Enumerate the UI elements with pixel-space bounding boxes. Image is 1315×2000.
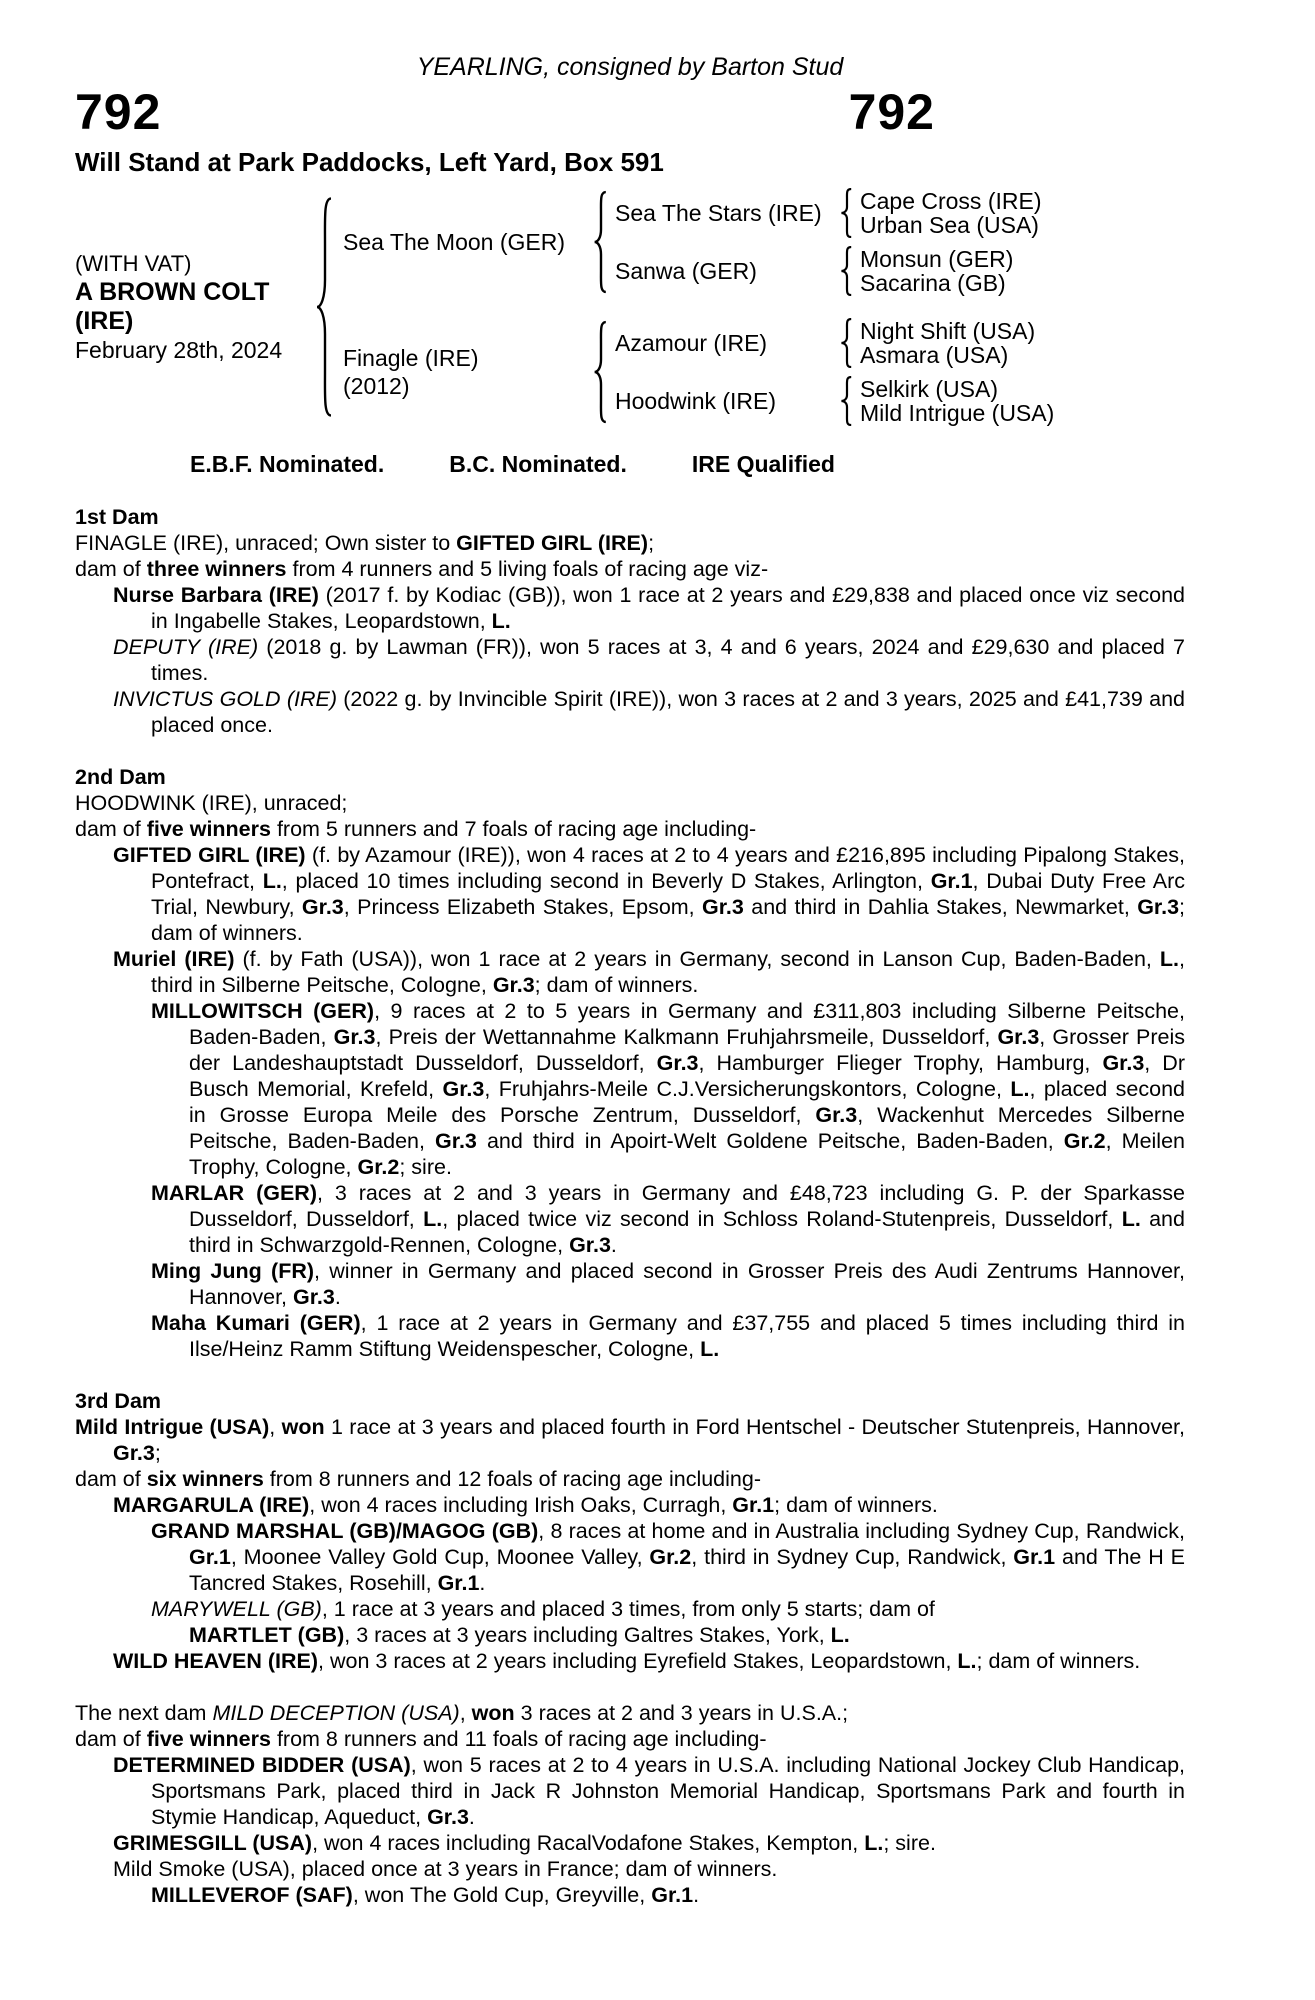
great-grandsire: Monsun (GER) — [860, 246, 1014, 272]
sire-row — [343, 188, 1054, 296]
consignor-line: YEARLING, consigned by Barton Stud — [416, 53, 844, 81]
catalogue-paragraph: The next dam MILD DECEPTION (USA), won 3 races at 2 and 3 years in U.S.A.; — [75, 1701, 849, 1725]
catalogue-paragraph: FINAGLE (IRE), unraced; Own sister to GIFTED GIRL (IRE); — [75, 531, 655, 555]
great-grandsire: Selkirk (USA) — [860, 376, 999, 402]
dam-row — [343, 318, 1054, 426]
catalogue-paragraph: MARYWELL (GB), 1 race at 3 years and placed 3 times, from only 5 starts; dam of — [151, 1597, 935, 1621]
catalogue-paragraph: Mild Smoke (USA), placed once at 3 years in France; dam of winners. — [113, 1857, 778, 1881]
catalogue-paragraph: GIFTED GIRL (IRE) (f. by Azamour (IRE)), won 4 races at 2 to 4 years and £216,895 including Pipalong Stakes, Pontefract, L., placed 10 times including second in Beverly D Stakes, Arlington, Gr.1, Dubai Duty Free Arc Trial, Newbury, Gr.3, Princess Elizabeth Stakes, Epsom, Gr.3 and third in Dahlia Stakes, Newmarket, Gr.3; dam of winners. — [113, 843, 1186, 945]
catalogue-paragraph: MARLAR (GER), 3 races at 2 and 3 years in Germany and £48,723 including G. P. der Sparkasse Dusseldorf, Dusseldorf, L., placed twice viz second in Schloss Roland-Stutenpreis, Dusseldorf, L. and third in Schwarzgold-Rennen, Cologne, Gr.3. — [151, 1181, 1185, 1257]
catalogue-paragraph: MARGARULA (IRE), won 4 races including Irish Oaks, Curragh, Gr.1; dam of winners. — [113, 1493, 938, 1517]
sire-grandparents — [615, 188, 1041, 296]
catalogue-paragraph: DETERMINED BIDDER (USA), won 5 races at 2 to 4 years in U.S.A. including National Jockey Club Handicap, Sportsmans Park, placed third in Jack R Johnston Memorial Handicap, Sportsmans Park and fourth in Stymie Handicap, Aqueduct, Gr.3. — [113, 1753, 1185, 1829]
great-grandsire: Night Shift (USA) — [860, 318, 1036, 344]
colt-country-suffix: (IRE) — [75, 307, 134, 335]
lot-number-right: 792 — [848, 84, 935, 140]
lot-number-row — [75, 86, 1185, 138]
dam-sire-parents — [860, 319, 1035, 367]
catalogue-paragraph: Nurse Barbara (IRE) (2017 f. by Kodiac (GB)), won 1 race at 2 years and £29,838 and placed once viz second in Ingabelle Stakes, Leopardstown, L. — [113, 583, 1185, 633]
bc-nominated-label: B.C. Nominated. — [449, 451, 627, 477]
catalogue-paragraph: HOODWINK (IRE), unraced; — [75, 791, 348, 815]
great-granddam: Asmara (USA) — [860, 342, 1009, 368]
sire-dam-name: Sanwa (GER) — [615, 258, 757, 284]
dam-dam-row — [615, 376, 1054, 426]
sire-name: Sea The Moon (GER) — [343, 229, 566, 255]
colt-info — [75, 249, 315, 365]
great-granddam: Sacarina (GB) — [860, 270, 1006, 296]
root-brace — [315, 194, 335, 420]
dam-heading: 1st Dam — [75, 505, 159, 529]
dam-name-block — [343, 344, 593, 400]
dam-dam-brace — [840, 376, 854, 426]
catalogue-paragraph: MILLOWITSCH (GER), 9 races at 2 to 5 years in Germany and £311,803 including Silberne Peitsche, Baden-Baden, Gr.3, Preis der Wettannahme Kalkmann Fruhjahrsmeile, Dusseldorf, Gr.3, Grosser Preis der Landeshauptstadt Dusseldorf, Dusseldorf, Gr.3, Hamburger Flieger Trophy, Hamburg, Gr.3, Dr Busch Memorial, Krefeld, Gr.3, Fruhjahrs-Meile C.J.Versicherungskontors, Cologne, L., placed second in Grosse Europa Meile des Porsche Zentrum, Dusseldorf, Gr.3, Wackenhut Mercedes Silberne Peitsche, Baden-Baden, Gr.3 and third in Apoirt-Welt Goldene Peitsche, Baden-Baden, Gr.2, Meilen Trophy, Cologne, Gr.2; sire. — [151, 999, 1185, 1179]
catalogue-paragraph: Muriel (IRE) (f. by Fath (USA)), won 1 race at 2 years in Germany, second in Lanson Cup, Baden-Baden, L., third in Silberne Peitsche, Cologne, Gr.3; dam of winners. — [113, 947, 1186, 997]
stabling-location-line: Will Stand at Park Paddocks, Left Yard, Box 591 — [75, 147, 664, 177]
catalogue-paragraph: DEPUTY (IRE) (2018 g. by Lawman (FR)), won 5 races at 3, 4 and 6 years, 2024 and £29,630 and placed 7 times. — [113, 635, 1185, 685]
sire-dam-parents — [860, 247, 1013, 295]
sire-sire-brace — [840, 188, 854, 238]
catalogue-paragraph: MILLEVEROF (SAF), won The Gold Cup, Greyville, Gr.1. — [151, 1883, 700, 1907]
catalogue-paragraph: dam of six winners from 8 runners and 12 foals of racing age including- — [75, 1467, 761, 1491]
dam-year: (2012) — [343, 373, 410, 399]
catalogue-paragraph: MARTLET (GB), 3 races at 3 years including Galtres Stakes, York, L. — [189, 1623, 850, 1647]
catalogue-body — [75, 504, 1185, 1908]
pedigree-table — [75, 188, 1185, 426]
dam-dam-parents — [860, 377, 1054, 425]
catalogue-paragraph: dam of five winners from 8 runners and 11 foals of racing age including- — [75, 1727, 767, 1751]
catalogue-paragraph: Maha Kumari (GER), 1 race at 2 years in Germany and £37,755 and placed 5 times including third in Ilse/Heinz Ramm Stiftung Weidenspescher, Cologne, L. — [151, 1311, 1185, 1361]
vat-note: (WITH VAT) — [75, 251, 192, 276]
sire-sire-row — [615, 188, 1041, 238]
catalogue-paragraph: Ming Jung (FR), winner in Germany and placed second in Grosser Preis des Audi Zentrums Hannover, Hannover, Gr.3. — [151, 1259, 1185, 1309]
catalogue-paragraph: WILD HEAVEN (IRE), won 3 races at 2 years including Eyrefield Stakes, Leopardstown, L.; dam of winners. — [113, 1649, 1141, 1673]
catalogue-paragraph: dam of five winners from 5 runners and 7 foals of racing age including- — [75, 817, 757, 841]
lot-number-left: 792 — [75, 84, 162, 140]
catalogue-paragraph: GRIMESGILL (USA), won 4 races including RacalVodafone Stakes, Kempton, L.; sire. — [113, 1831, 936, 1855]
dam-sire-name: Azamour (IRE) — [615, 330, 768, 356]
dam-dam-name: Hoodwink (IRE) — [615, 388, 777, 414]
dam-name: Finagle (IRE) — [343, 345, 479, 371]
ire-qualified-label: IRE Qualified — [691, 451, 835, 477]
sire-sire-parents — [860, 189, 1041, 237]
catalogue-paragraph: GRAND MARSHAL (GB)/MAGOG (GB), 8 races at home and in Australia including Sydney Cup, Randwick, Gr.1, Moonee Valley Gold Cup, Moonee Valley, Gr.2, third in Sydney Cup, Randwick, Gr.1 and The H E Tancred Stakes, Rosehill, Gr.1. — [151, 1519, 1185, 1595]
catalogue-paragraph: INVICTUS GOLD (IRE) (2022 g. by Invincible Spirit (IRE)), won 3 races at 2 and 3 years, 2025 and £41,739 and placed once. — [113, 687, 1185, 737]
dam-brace — [593, 320, 609, 424]
sire-dam-row — [615, 246, 1041, 296]
nominations-row — [190, 450, 835, 478]
sire-dam-brace — [840, 246, 854, 296]
sire-sire-name: Sea The Stars (IRE) — [615, 200, 822, 226]
sire-brace — [593, 190, 609, 294]
pedigree-parents — [343, 188, 1054, 426]
great-granddam: Urban Sea (USA) — [860, 212, 1039, 238]
foal-date: February 28th, 2024 — [75, 337, 283, 363]
dam-sire-brace — [840, 318, 854, 368]
catalogue-paragraph: Mild Intrigue (USA), won 1 race at 3 years and placed fourth in Ford Hentschel - Deutscher Stutenpreis, Hannover, Gr.3; — [75, 1415, 1185, 1465]
dam-sire-row — [615, 318, 1054, 368]
catalogue-paragraph: dam of three winners from 4 runners and 5 living foals of racing age viz- — [75, 557, 769, 581]
dam-heading: 3rd Dam — [75, 1389, 162, 1413]
colt-description: A BROWN COLT — [75, 278, 270, 306]
great-grandsire: Cape Cross (IRE) — [860, 188, 1042, 214]
dam-grandparents — [615, 318, 1054, 426]
ebf-nominated-label: E.B.F. Nominated. — [190, 451, 385, 477]
dam-heading: 2nd Dam — [75, 765, 166, 789]
great-granddam: Mild Intrigue (USA) — [860, 400, 1055, 426]
